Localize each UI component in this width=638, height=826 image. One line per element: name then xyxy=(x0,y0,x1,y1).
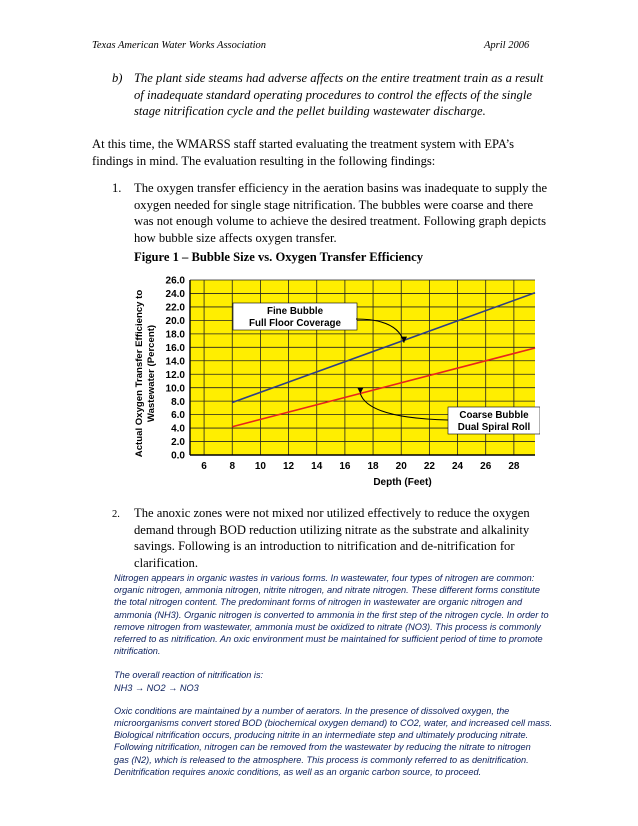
x-axis-label: Depth (Feet) xyxy=(373,477,432,488)
annotation-label: Dual Spiral Roll xyxy=(457,422,531,433)
x-tick-label: 14 xyxy=(311,461,323,472)
intro-paragraph xyxy=(92,136,514,169)
x-tick-label: 26 xyxy=(480,461,492,472)
text-line: The anoxic zones were not mixed nor utilized effectively to reduce the oxygen xyxy=(134,506,530,520)
y-tick-label: 26.0 xyxy=(165,275,185,287)
annotation-label: Fine Bubble xyxy=(266,306,324,317)
item-b-text xyxy=(134,70,543,120)
y-tick-label: 10.0 xyxy=(165,383,185,395)
text-line: Oxic conditions are maintained by a number of aerators. In the presence of dissolved oxygen, the xyxy=(114,705,510,716)
item-1-text xyxy=(134,180,547,246)
y-tick-label: 8.0 xyxy=(171,396,185,408)
oxygen-transfer-chart xyxy=(128,272,540,494)
item-1-marker: 1. xyxy=(112,181,122,195)
text-line: Denitrification requires anoxic conditions, as well as an organic carbon source, to proceed. xyxy=(114,766,482,777)
text-line: savings. Following is an introduction to nitrification and de-nitrification for xyxy=(134,539,515,553)
text-line: microorganisms convert stored BOD (biochemical oxygen demand) to CO2, water, and increased cell mass. xyxy=(114,718,553,729)
text-line: findings in mind. The evaluation resulting in the following findings: xyxy=(92,153,436,168)
nitrification-notes xyxy=(114,572,634,778)
text-line: oxygen needed for single stage nitrification. The bubbles were coarse and there xyxy=(134,197,534,212)
text-line: nitrification. xyxy=(114,646,161,657)
x-tick-label: 18 xyxy=(367,461,379,472)
y-tick-label: 12.0 xyxy=(165,369,185,381)
notes-paragraph-3 xyxy=(114,705,634,778)
y-tick-label: 6.0 xyxy=(171,410,185,422)
y-tick-label: 4.0 xyxy=(171,423,185,435)
y-tick-label: 20.0 xyxy=(165,315,185,327)
text-line: ammonia (NH3). Organic nitrogen is converted to ammonia in the first step of the nitrogen cycle. In order to xyxy=(114,609,549,620)
y-tick-label: 22.0 xyxy=(165,302,185,314)
text-line: gas (N2), which is released to the atmosphere. This process is commonly referred to as denitrification. xyxy=(114,754,529,765)
x-tick-label: 28 xyxy=(508,461,520,472)
text-line: referred to as nitrification. An oxic environment must be maintained for sufficient period of time to promote xyxy=(114,634,543,645)
y-tick-label: 2.0 xyxy=(171,437,185,449)
text-line: Biological nitrification occurs, producing nitrite in an intermediate step and ultimately producing nitrate. xyxy=(114,730,529,741)
x-tick-label: 22 xyxy=(423,461,435,472)
text-line: The oxygen transfer efficiency in the aeration basins was inadequate to supply the xyxy=(134,181,548,195)
x-tick-label: 16 xyxy=(339,461,351,472)
header-date: April 2006 xyxy=(484,40,530,51)
y-tick-label: 24.0 xyxy=(165,289,185,301)
y-axis-label-line: Actual Oxygen Transfer Efficiency to xyxy=(134,289,145,458)
text-line: Following nitrification, nitrogen can be removed from the wastewater by reducing the nitrate to nitrogen xyxy=(114,742,531,753)
x-tick-label: 12 xyxy=(283,461,295,472)
text-line: The plant side steams had adverse affects on the entire treatment train as a result xyxy=(134,71,544,85)
x-tick-label: 6 xyxy=(201,461,207,472)
x-tick-label: 10 xyxy=(254,461,266,472)
figure-caption: Figure 1 – Bubble Size vs. Oxygen Transfer Efficiency xyxy=(134,250,424,264)
text-line: Nitrogen appears in organic wastes in various forms. In wastewater, four types of nitrogen are common: xyxy=(114,573,535,583)
text-line: demand through BOD reduction utilizing nitrate as the substrate and alkalinity xyxy=(134,522,530,537)
header-org: Texas American Water Works Association xyxy=(92,40,267,51)
x-tick-label: 24 xyxy=(451,461,464,472)
text-line: of inadequate standard operating procedures to control the effects of the single xyxy=(134,87,532,102)
text-line: At this time, the WMARSS staff started evaluating the treatment system with EPA’s xyxy=(92,137,514,151)
item-2-text xyxy=(134,505,530,571)
annotation-label: Coarse Bubble xyxy=(459,410,529,421)
y-tick-label: 18.0 xyxy=(165,329,185,341)
x-tick-label: 20 xyxy=(395,461,407,472)
item-b-marker: b) xyxy=(112,71,123,85)
y-axis-label-line: Wastewater (Percent) xyxy=(146,324,157,423)
y-tick-label: 14.0 xyxy=(165,356,185,368)
y-tick-label: 16.0 xyxy=(165,342,185,354)
text-line: was not enough volume to achieve the desired treatment. Following graph depicts xyxy=(134,214,546,228)
text-line: remove nitrogen from wastewater, ammonia must be oxidized to nitrate (NO3). This process is commonly xyxy=(114,621,541,632)
annotation-label: Full Floor Coverage xyxy=(249,318,341,329)
y-tick-label: 0.0 xyxy=(171,450,185,462)
x-tick-label: 8 xyxy=(229,461,236,472)
notes-paragraph-1 xyxy=(114,572,634,657)
item-2-marker: 2. xyxy=(112,509,120,520)
text-line: stage nitrification cycle and the pellet building wastewater discharge. xyxy=(134,104,486,118)
text-line: how bubble size affects oxygen transfer. xyxy=(134,230,337,245)
notes-paragraph-2 xyxy=(114,669,634,693)
text-line: clarification. xyxy=(134,555,198,570)
text-line: the total nitrogen content. The predominant forms of nitrogen in wastewater are organic nitrogen and xyxy=(114,597,523,608)
text-line: The overall reaction of nitrification is: xyxy=(114,670,264,681)
text-line: organic nitrogen, ammonia nitrogen, nitrite nitrogen, and nitrate nitrogen. These different forms constitute xyxy=(114,585,540,596)
reaction-line: NH3 → NO2 → NO3 xyxy=(114,682,199,693)
